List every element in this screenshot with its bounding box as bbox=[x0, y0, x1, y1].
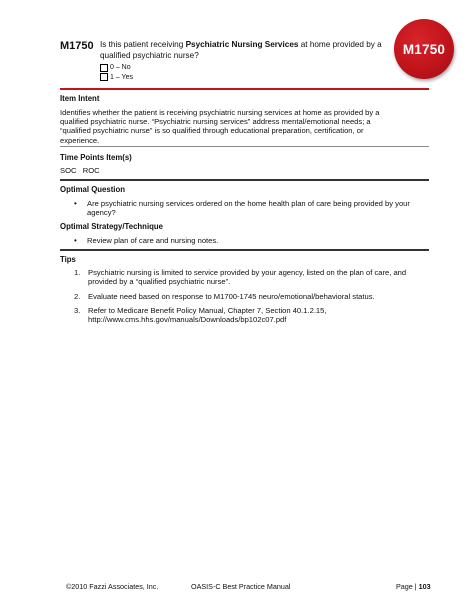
page-number: 103 bbox=[418, 582, 431, 591]
page-label: Page | bbox=[396, 582, 419, 591]
item-question bbox=[100, 40, 392, 61]
item-badge bbox=[394, 19, 454, 79]
tip-text: Refer to Medicare Benefit Policy Manual, Chapter 7, Section 40.1.2.15, http://www.cms.hhs.gov/manuals/Downloads/bp102c07.pdf bbox=[88, 306, 327, 325]
tip-number: 1. bbox=[74, 268, 81, 277]
item-intent-heading: Item Intent bbox=[60, 94, 100, 103]
option-yes[interactable] bbox=[100, 73, 133, 83]
item-code: M1750 bbox=[60, 40, 94, 52]
bullet-dot: • bbox=[74, 236, 77, 245]
bullet-text: Are psychiatric nursing services ordered on the home health plan of care being provided by your agency? bbox=[87, 199, 410, 218]
section-divider bbox=[60, 249, 429, 251]
header-divider bbox=[60, 88, 429, 90]
optimal-strategy-bullet bbox=[74, 236, 418, 245]
checkbox-yes[interactable] bbox=[100, 73, 108, 81]
option-label: 1 – Yes bbox=[110, 73, 133, 81]
optimal-question-heading: Optimal Question bbox=[60, 185, 125, 194]
tip-item bbox=[74, 306, 418, 324]
question-prefix: Is this patient receiving bbox=[100, 40, 186, 49]
time-points-text: SOC ROC bbox=[60, 166, 100, 175]
optimal-strategy-heading: Optimal Strategy/Technique bbox=[60, 222, 163, 231]
response-options bbox=[100, 63, 133, 82]
tip-number: 2. bbox=[74, 292, 81, 301]
tips-heading: Tips bbox=[60, 255, 76, 264]
optimal-question-bullet bbox=[74, 199, 418, 217]
bullet-text: Review plan of care and nursing notes. bbox=[87, 236, 219, 245]
tip-text: Psychiatric nursing is limited to service provided by your agency, listed on the plan of care, and provided by a “qualified psychiatric nurse”. bbox=[88, 268, 407, 287]
footer-page bbox=[396, 582, 431, 591]
section-divider bbox=[60, 146, 429, 147]
tip-text: Evaluate need based on response to M1700-1745 neuro/emotional/behavioral status. bbox=[88, 292, 375, 301]
tip-item bbox=[74, 268, 418, 286]
option-no[interactable] bbox=[100, 63, 133, 73]
question-suffix: at home provided by a qualified psychiatric nurse? bbox=[100, 40, 382, 60]
footer-copyright: ©2010 Fazzi Associates, Inc. bbox=[66, 582, 159, 591]
tip-item bbox=[74, 292, 418, 301]
item-intent-text: Identifies whether the patient is receiving psychiatric nursing services at home as provided by a qualified psychiatric nurse. “Psychiatric nursing services” address mental/emotional needs; a “qualified psychiatric nurse” is so qualified through educational preparation, certification, or experience. bbox=[60, 108, 380, 145]
time-points-heading: Time Points Item(s) bbox=[60, 153, 132, 162]
tip-number: 3. bbox=[74, 306, 81, 315]
bullet-dot: • bbox=[74, 199, 77, 208]
checkbox-no[interactable] bbox=[100, 64, 108, 72]
option-label: 0 – No bbox=[110, 64, 131, 71]
section-divider bbox=[60, 179, 429, 181]
badge-label: M1750 bbox=[402, 41, 446, 57]
footer-manual-title: OASIS-C Best Practice Manual bbox=[191, 582, 291, 591]
question-bold: Psychiatric Nursing Services bbox=[185, 40, 299, 49]
